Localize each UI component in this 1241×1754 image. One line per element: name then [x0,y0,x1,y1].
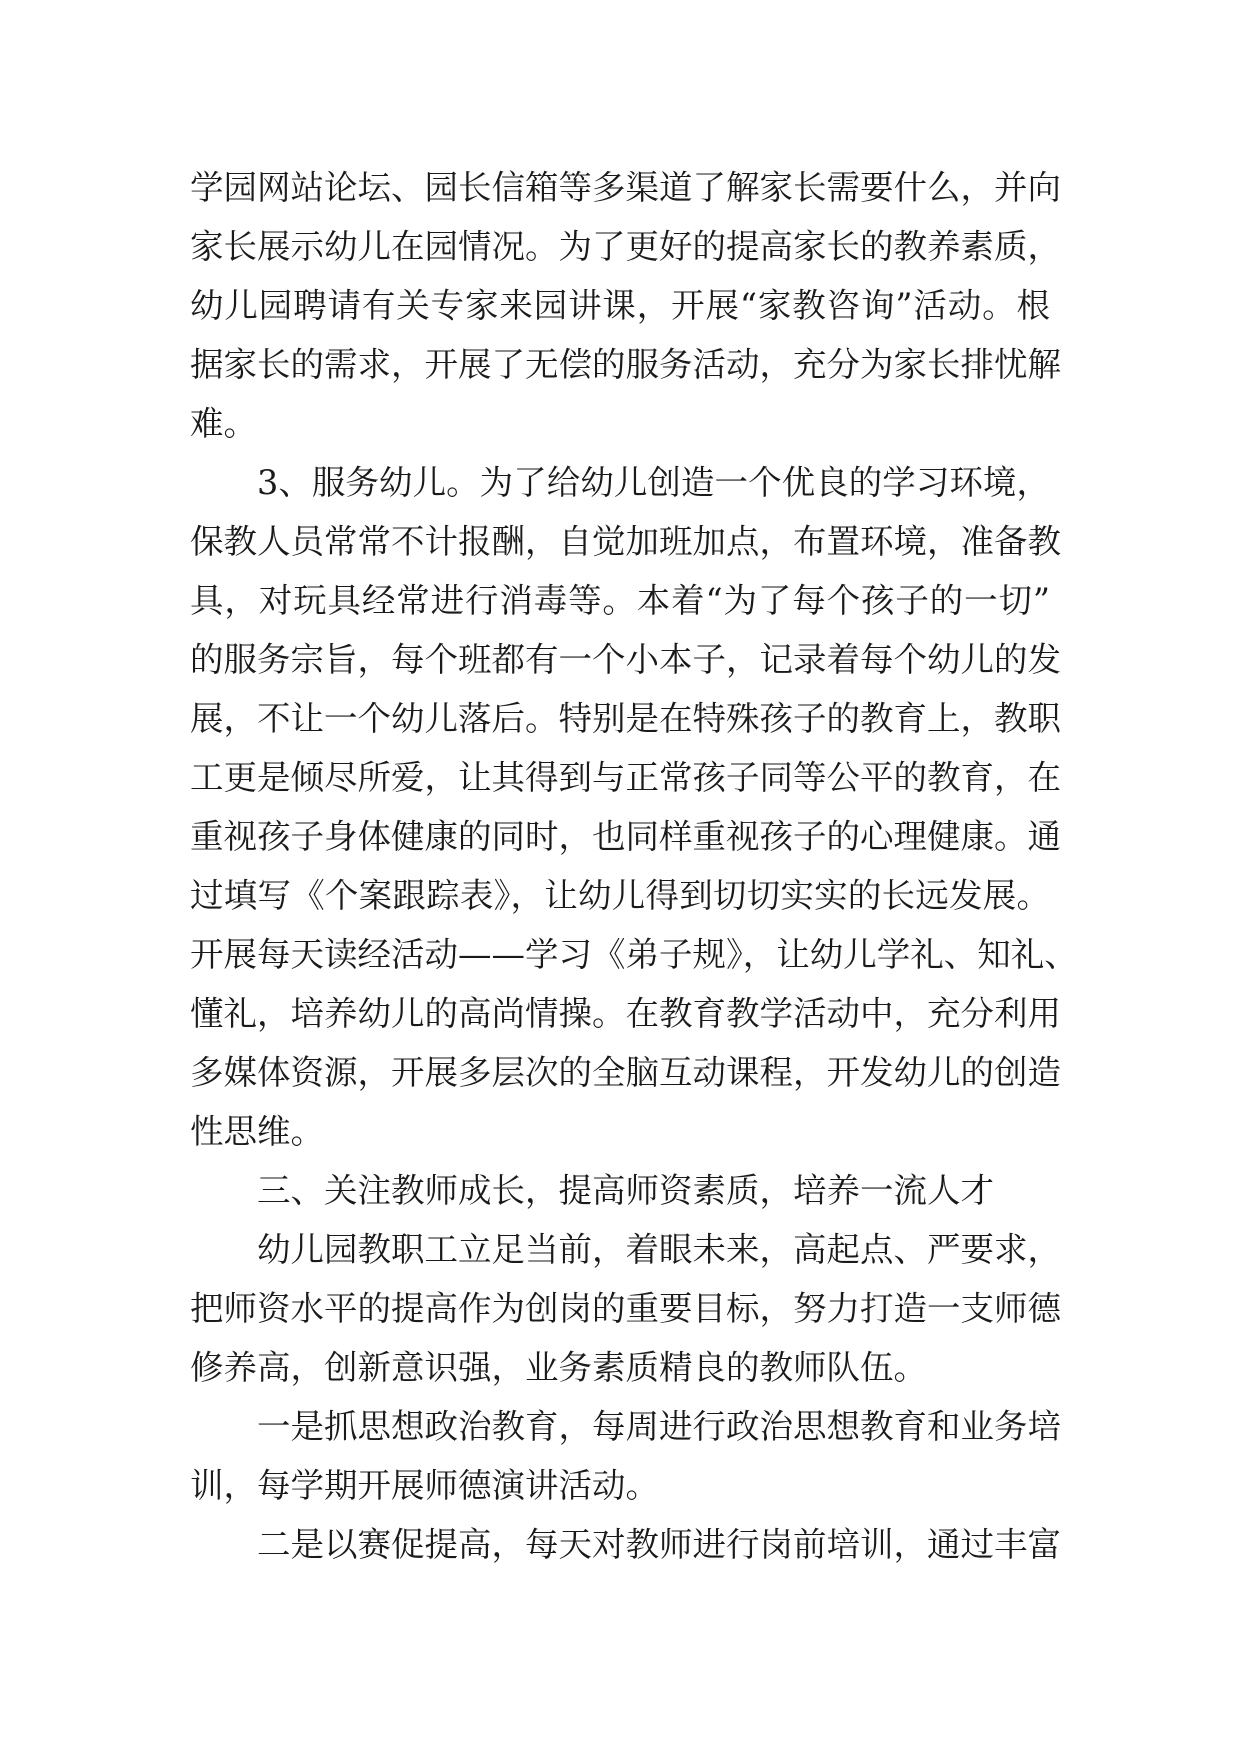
text-line: 开展每天读经活动——学习《弟子规》，让幼儿学礼、知礼、 [190,935,1078,974]
text-line: 展，不让一个幼儿落后。特别是在特殊孩子的教育上，教职 [190,699,1061,738]
text-line: 具，对玩具经常进行消毒等。本着“为了每个孩子的一切” [190,581,1050,620]
text-line: 懂礼，培养幼儿的高尚情操。在教育教学活动中，充分利用 [190,994,1061,1033]
text-line: 二是以赛促提高，每天对教师进行岗前培训，通过丰富 [257,1525,1061,1564]
text-line: 修养高，创新意识强，业务素质精良的教师队伍。 [190,1348,927,1387]
text-line: 把师资水平的提高作为创岗的重要目标，努力打造一支师德 [190,1289,1061,1328]
text-line: 一是抓思想政治教育，每周进行政治思想教育和业务培 [257,1407,1061,1446]
text-line: 性思维。 [190,1112,324,1151]
text-line: 幼儿园教职工立足当前，着眼未来，高起点、严要求， [257,1230,1061,1269]
text-line: 学园网站论坛、园长信箱等多渠道了解家长需要什么，并向 [190,168,1061,207]
text-line: 保教人员常常不计报酬，自觉加班加点，布置环境，准备教 [190,522,1061,561]
text-line: 幼儿园聘请有关专家来园讲课，开展“家教咨询”活动。根 [190,286,1050,325]
section-heading: 三、关注教师成长，提高师资素质，培养一流人才 [257,1171,994,1210]
text-line: 3、服务幼儿。为了给幼儿创造一个优良的学习环境， [257,463,1050,502]
body-text [190,158,1078,1574]
text-line: 的服务宗旨，每个班都有一个小本子，记录着每个幼儿的发 [190,640,1061,679]
text-line: 过填写《个案跟踪表》，让幼儿得到切切实实的长远发展。 [190,876,1050,915]
text-line: 难。 [190,404,257,443]
text-line: 工更是倾尽所爱，让其得到与正常孩子同等公平的教育，在 [190,758,1061,797]
text-line: 多媒体资源，开展多层次的全脑互动课程，开发幼儿的创造 [190,1053,1061,1092]
text-line: 训，每学期开展师德演讲活动。 [190,1466,659,1505]
text-line: 家长展示幼儿在园情况。为了更好的提高家长的教养素质， [190,227,1061,266]
text-line: 重视孩子身体健康的同时，也同样重视孩子的心理健康。通 [190,817,1061,856]
text-line: 据家长的需求，开展了无偿的服务活动，充分为家长排忧解 [190,345,1061,384]
